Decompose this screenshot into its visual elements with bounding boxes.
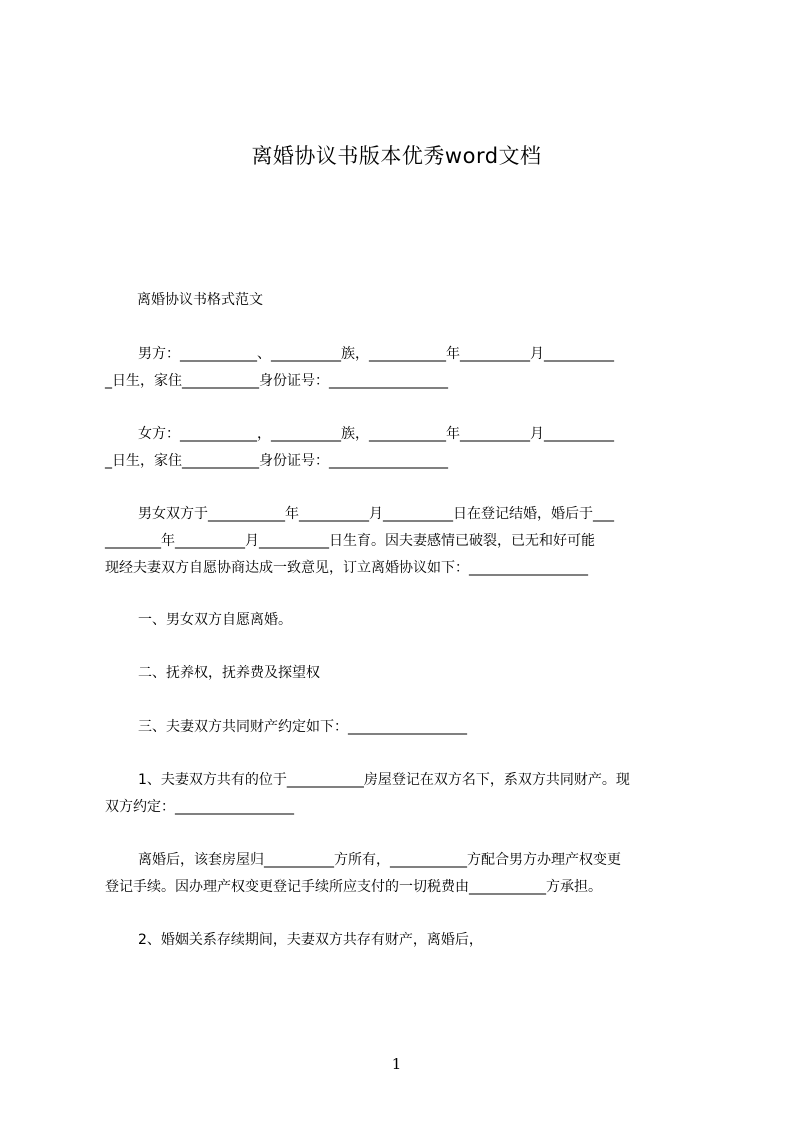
house-line-2: 登记手续。因办理产权变更登记手续所应支付的一切税费由___________方承担。 <box>105 879 602 895</box>
house-paragraph <box>105 847 703 901</box>
section-heading <box>137 287 697 314</box>
female-party-line-1: 女方：___________，__________族，___________年__________月__________ <box>138 426 614 442</box>
female-party-paragraph <box>105 421 703 475</box>
male-party-line-1: 男方：___________、__________族，___________年__________月__________ <box>138 346 614 362</box>
clause-2 <box>105 660 703 687</box>
property-2-text: 2、婚姻关系存续期间，夫妻双方共存有财产，离婚后， <box>138 932 483 948</box>
document-title: 离婚协议书版本优秀word文档 <box>251 144 542 168</box>
marriage-line-3: 现经夫妻双方自愿协商达成一致意见，订立离婚协议如下：_________________ <box>105 560 588 576</box>
property-1-line-1: 1、夫妻双方共有的位于___________房屋登记在双方名下，系双方共同财产。现 <box>138 772 630 788</box>
marriage-paragraph <box>105 501 703 582</box>
male-party-paragraph <box>105 341 703 395</box>
property-1-paragraph <box>105 767 703 821</box>
clause-3-text: 三、夫妻双方共同财产约定如下：_________________ <box>138 719 467 735</box>
marriage-line-2: ________年__________月__________日生育。因夫妻感情已破裂，已无和好可能 <box>105 533 595 549</box>
section-heading-text: 离婚协议书格式范文 <box>137 292 263 308</box>
marriage-line-1: 男女双方于___________年__________月__________日在登记结婚，婚后于___ <box>138 506 614 522</box>
clause-3 <box>105 714 703 741</box>
male-party-line-2: _日生，家住___________身份证号：_________________ <box>105 373 448 389</box>
clause-2-text: 二、抚养权，抚养费及探望权 <box>138 665 320 681</box>
female-party-line-2: _日生，家住___________身份证号：_________________ <box>105 453 448 469</box>
property-2-paragraph <box>105 927 703 954</box>
house-line-1: 离婚后，该套房屋归__________方所有，___________方配合男方办理产权变更 <box>138 852 621 868</box>
clause-1-text: 一、男女双方自愿离婚。 <box>138 612 292 628</box>
clause-1 <box>105 607 703 634</box>
property-1-line-2: 双方约定：_________________ <box>105 799 294 815</box>
page-number: 1 <box>391 1055 402 1073</box>
